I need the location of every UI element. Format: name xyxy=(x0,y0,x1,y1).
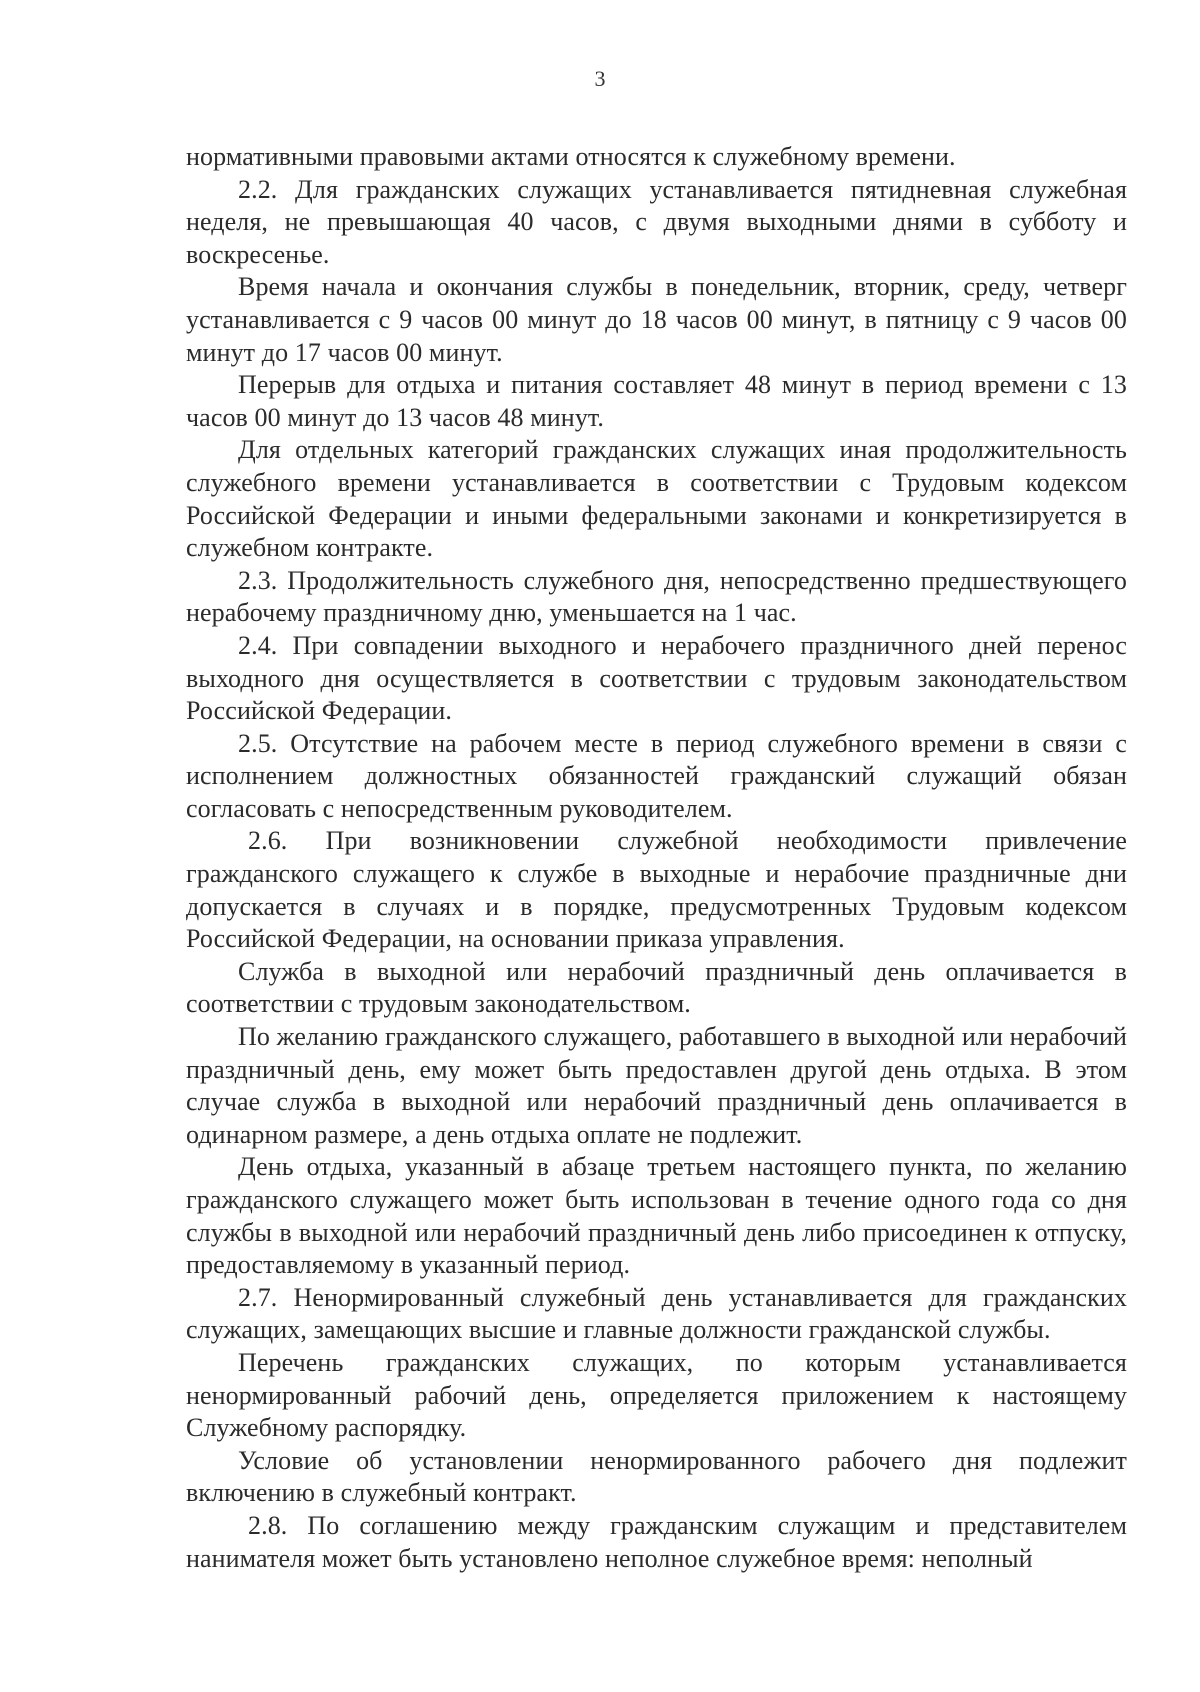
paragraph: нормативными правовыми актами относятся к служебному времени. xyxy=(186,142,956,171)
paragraph-2-4: 2.4. При совпадении выходного и нерабочего праздничного дней перенос выходного дня осуществляется в соответствии с трудовым законодательством Российской Федерации. xyxy=(186,630,1127,726)
paragraph-2-2: 2.2. Для гражданских служащих устанавливается пятидневная служебная неделя, не превышающая 40 часов, с двумя выходными днями в субботу и воскресенье. xyxy=(186,174,1127,269)
paragraph-2-7: 2.7. Ненормированный служебный день устанавливается для гражданских служащих, замещающих высшие и главные должности гражданской службы. xyxy=(186,1282,1127,1345)
paragraph: Служба в выходной или нерабочий праздничный день оплачивается в соответствии с трудовым законодательством. xyxy=(186,956,1127,1019)
paragraph-2-6: 2.6. При возникновении служебной необходимости привлечение гражданского служащего к службе в выходные и нерабочие праздничные дни допускается в случаях и в порядке, предусмотренных Трудовым кодексом Российской Федерации, на основании приказа управления. xyxy=(186,826,1127,954)
paragraph: Перечень гражданских служащих, по которым устанавливается ненормированный рабочий день, определяется приложением к настоящему Служебному распорядку. xyxy=(186,1347,1127,1443)
paragraph-2-5: 2.5. Отсутствие на рабочем месте в период служебного времени в связи с исполнением должностных обязанностей гражданский служащий обязан согласовать с непосредственным руководителем. xyxy=(186,728,1127,823)
document-body xyxy=(186,141,1127,1575)
paragraph-2-3: 2.3. Продолжительность служебного дня, непосредственно предшествующего нерабочему праздничному дню, уменьшается на 1 час. xyxy=(186,565,1127,628)
paragraph: Для отдельных категорий гражданских служащих иная продолжительность служебного времени устанавливается в соответствии с Трудовым кодексом Российской Федерации и иными федеральными законами и конкретизируется в служебном контракте. xyxy=(186,435,1127,563)
paragraph: День отдыха, указанный в абзаце третьем настоящего пункта, по желанию гражданского служащего может быть использован в течение одного года со дня службы в выходной или нерабочий праздничный день либо присоединен к отпуску, предоставляемому в указанный период. xyxy=(186,1152,1127,1280)
paragraph: Время начала и окончания службы в понедельник, вторник, среду, четверг устанавливается с 9 часов 00 минут до 18 часов 00 минут, в пятницу с 9 часов 00 минут до 17 часов 00 минут. xyxy=(186,272,1127,367)
paragraph: Перерыв для отдыха и питания составляет 48 минут в период времени с 13 часов 00 минут до 13 часов 48 минут. xyxy=(186,370,1127,432)
paragraph: По желанию гражданского служащего, работавшего в выходной или нерабочий праздничный день, ему может быть предоставлен другой день отдыха. В этом случае служба в выходной или нерабочий праздничный день оплачивается в одинарном размере, а день отдыха оплате не подлежит. xyxy=(186,1022,1127,1149)
paragraph-2-8: 2.8. По соглашению между гражданским служащим и представителем нанимателя может быть установлено неполное служебное время: неполный xyxy=(186,1510,1127,1573)
paragraph: Условие об установлении ненормированного рабочего дня подлежит включению в служебный контракт. xyxy=(186,1445,1127,1508)
page-number: 3 xyxy=(594,66,606,91)
